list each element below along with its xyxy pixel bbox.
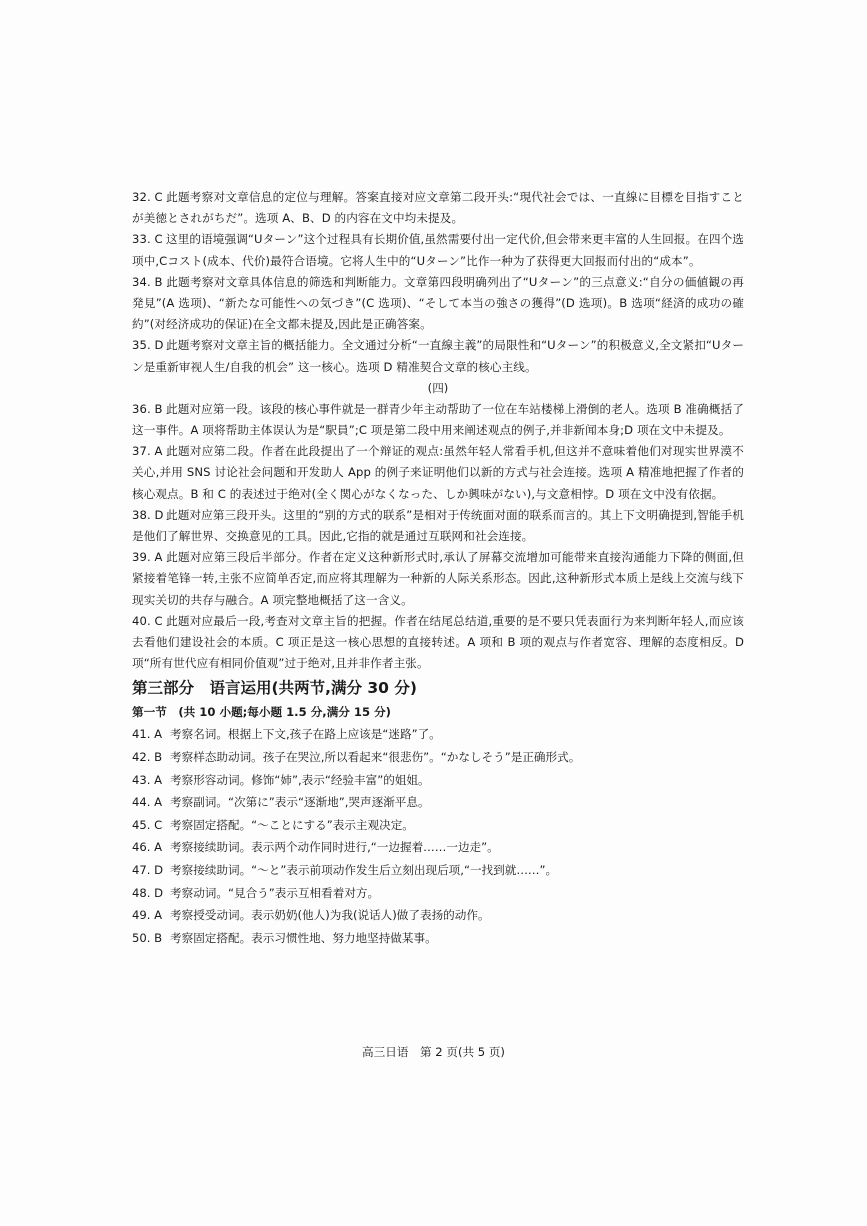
- answer-item: [132, 441, 744, 505]
- answer-number: 41. A: [132, 727, 163, 742]
- answer-number: 36. B: [132, 401, 163, 416]
- answer-explanation: 考察接续助词。表示两个动作同时进行,“一边握着……一边走”。: [170, 840, 499, 855]
- answer-item: [132, 882, 744, 905]
- answer-number: 35. D: [132, 338, 164, 353]
- answer-item: [132, 769, 744, 792]
- answer-item: [132, 859, 744, 882]
- answer-list-part-three: [132, 187, 744, 378]
- answer-number: 34. B: [132, 274, 163, 289]
- answer-explanation: 此题对应第三段后半部分。作者在定义这种新形式时,承认了屏幕交流增加可能带来直接沟通能力下降的侧面,但紧接着笔锋一转,主张不应简单否定,而应将其理解为一种新的人际关系形态。因此,这种新形式本质上是线上交流与线下现实关切的共存与融合。A 项完整地概括了这一含义。: [132, 550, 744, 607]
- answer-explanation: 此题对应第二段。作者在此段提出了一个辩证的观点:虽然年轻人常看手机,但这并不意味着他们对现实世界漠不关心,并用 SNS 讨论社会问题和开发助人 App 的例子来证明他们以新的方式与社会连接。选项 A 精准地把握了作者的核心观点。B 和 C 的表述过于绝对(全く関心がなくなった、しか興味がない),与文意相悖。D 项在文中没有依据。: [132, 444, 744, 501]
- answer-number: 43. A: [132, 772, 163, 787]
- answer-explanation: 考察名词。根据上下文,孩子在路上应该是“迷路”了。: [170, 727, 441, 742]
- answer-item: [132, 335, 744, 377]
- answer-number: 32. C: [132, 190, 163, 204]
- answer-number: 39. A: [132, 550, 163, 565]
- answer-number: 42. B: [132, 750, 163, 765]
- answer-explanation: 考察授受动词。表示奶奶(他人)为我(说话人)做了表扬的动作。: [170, 908, 490, 923]
- answer-explanation: 考察接续助词。“～と”表示前项动作发生后立刻出现后项,“一找到就……”。: [170, 863, 558, 878]
- answer-number: 33. C: [132, 232, 163, 247]
- answer-number: 48. D: [132, 885, 164, 900]
- answer-item: [132, 723, 744, 746]
- answer-explanation: 此题考察对文章具体信息的筛选和判断能力。文章第四段明确列出了“Uターン”的三点意义:“自分の価値観の再発見”(A 选项)、“新たな可能性への気づき”(C 选项)、“そして本当の強さの獲得”(D 选项)。B 选项“経済的成功の確約”(对经济成功的保证)在全文都未提及,因此是正确答案。: [132, 274, 744, 332]
- answer-item: [132, 746, 744, 769]
- answer-explanation: 考察固定搭配。表示习惯性地、努力地坚持做某事。: [170, 930, 437, 945]
- answer-explanation: 这里的语境强调“Uターン”这个过程具有长期价值,虽然需要付出一定代价,但会带来更丰富的人生回报。在四个选项中,Cコスト(成本、代价)最符合语境。它将人生中的“Uターン”比作一种为了获得更大回报而付出的“成本”。: [132, 232, 744, 268]
- answer-number: 40. C: [132, 613, 163, 628]
- answer-number: 46. A: [132, 840, 163, 855]
- answer-explanation: 此题对应第一段。该段的核心事件就是一群青少年主动帮助了一位在车站楼梯上滑倒的老人。选项 B 准确概括了这一事件。A 项将帮助主体误认为是“駅員”;C 项是第二段中用来阐述观点的例子,并非新闻本身;D 项在文中未提及。: [132, 401, 744, 438]
- answer-item: [132, 927, 744, 950]
- answer-number: 37. A: [132, 444, 163, 459]
- answer-explanation: 考察形容动词。修饰“姉”,表示“经验丰富”的姐姐。: [170, 772, 430, 787]
- answer-item: [132, 399, 744, 441]
- answer-explanation: 此题对应最后一段,考查对文章主旨的把握。作者在结尾总结道,重要的是不要只凭表面行为来判断年轻人,而应该去看他们建设社会的本质。C 项正是这一核心思想的直接转述。A 项和 B 项的观点与作者宽容、理解的态度相反。D 项“所有世代应有相同价值观”过于绝对,且并非作者主张。: [132, 613, 744, 671]
- answer-item: [132, 547, 744, 611]
- answer-item: [132, 505, 744, 547]
- answer-explanation: 考察动词。“見合う”表示互相看着对方。: [170, 885, 380, 900]
- answer-list-part-four: [132, 399, 744, 675]
- section-marker: (四): [427, 380, 449, 395]
- answer-explanation: 此题考察对文章主旨的概括能力。全文通过分析“一直線主義”的局限性和“Uターン”的积极意义,全文紧扣“Uターン是重新审视人生/自我的机会” 这一核心。选项 D 精准契合文章的核心主线。: [132, 338, 744, 374]
- answer-list-language-use: [132, 723, 744, 949]
- section-heading: 第一节 (共 10 小题;每小题 1.5 分,满分 15 分): [132, 705, 391, 720]
- part-heading: 第三部分 语言运用(共两节,满分 30 分): [132, 679, 417, 698]
- answer-explanation: 考察固定搭配。“～ことにする”表示主观决定。: [170, 817, 414, 832]
- answer-number: 45. C: [132, 817, 163, 832]
- answer-number: 47. D: [132, 863, 164, 878]
- answer-item: [132, 229, 744, 271]
- answer-number: 38. D: [132, 507, 164, 522]
- answer-explanation: 此题对应第三段开头。这里的“别的方式的联系”是相对于传统面对面的联系而言的。其上下文明确提到,智能手机是他们了解世界、交换意见的工具。因此,它指的就是通过互联网和社会连接。: [132, 507, 744, 544]
- answer-explanation: 考察样态助动词。孩子在哭泣,所以看起来“很悲伤”。“かなしそう”是正确形式。: [170, 750, 581, 765]
- answer-item: [132, 904, 744, 927]
- answer-number: 50. B: [132, 930, 163, 945]
- answer-number: 44. A: [132, 795, 163, 810]
- answer-number: 49. A: [132, 908, 163, 923]
- answer-content: [132, 187, 744, 949]
- answer-item: [132, 791, 744, 814]
- answer-explanation: 此题考察对文章信息的定位与理解。答案直接对应文章第二段开头:“現代社会では、一直線に目標を目指すことが美徳とされがちだ”。选项 A、B、D 的内容在文中均未提及。: [132, 190, 744, 226]
- answer-item: [132, 272, 744, 336]
- answer-item: [132, 836, 744, 859]
- page-footer: 高三日语 第 2 页(共 5 页): [362, 1045, 505, 1059]
- answer-item: [132, 611, 744, 675]
- answer-item: [132, 814, 744, 837]
- answer-explanation: 考察副词。“次第に”表示“逐渐地”,哭声逐渐平息。: [170, 795, 430, 810]
- answer-item: [132, 187, 744, 229]
